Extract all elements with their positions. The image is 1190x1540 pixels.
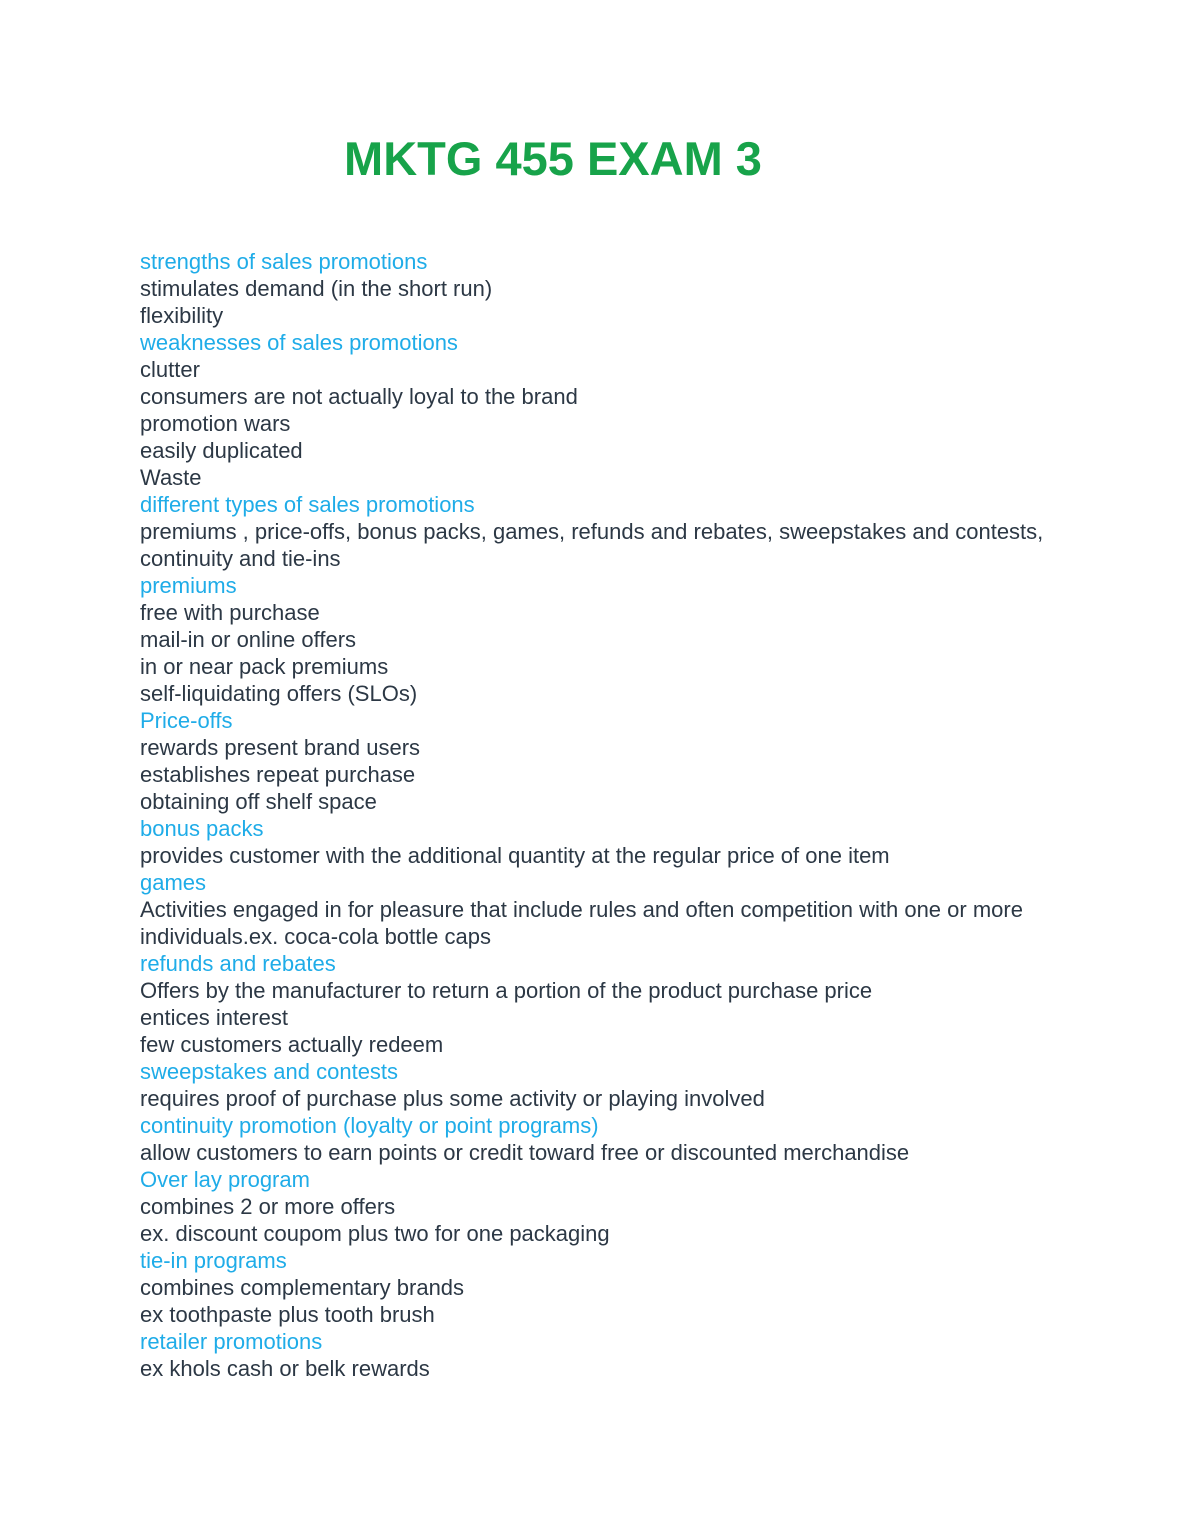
definition-text: ex khols cash or belk rewards [140, 1356, 430, 1381]
definition-text: establishes repeat purchase [140, 762, 416, 787]
definition-text: clutter [140, 357, 200, 382]
glossary-entry [140, 950, 1055, 1058]
definition-text: rewards present brand users [140, 735, 421, 760]
definition-text: few customers actually redeem [140, 1032, 444, 1057]
term-heading: Price-offs [140, 708, 233, 733]
term-heading: tie-in programs [140, 1248, 287, 1273]
definition-text: premiums , price-offs, bonus packs, games, refunds and rebates, sweepstakes and contests, continuity and tie-ins [140, 519, 1044, 571]
definition-text: obtaining off shelf space [140, 789, 377, 814]
glossary-entry [140, 1166, 1055, 1247]
definition-text: entices interest [140, 1005, 288, 1030]
definition-text: Waste [140, 465, 202, 490]
term-heading: different types of sales promotions [140, 492, 475, 517]
definition-text: provides customer with the additional quantity at the regular price of one item [140, 843, 890, 868]
definition-text: combines 2 or more offers [140, 1194, 396, 1219]
glossary-entry [140, 869, 1055, 950]
term-heading: sweepstakes and contests [140, 1059, 399, 1084]
glossary-entry [140, 815, 1055, 869]
definition-text: promotion wars [140, 411, 291, 436]
definition-text: stimulates demand (in the short run) [140, 276, 493, 301]
definition-text: consumers are not actually loyal to the brand [140, 384, 578, 409]
glossary-content [140, 248, 1055, 1382]
definition-text: combines complementary brands [140, 1275, 465, 1300]
glossary-entry [140, 707, 1055, 815]
definition-text: Activities engaged in for pleasure that include rules and often competition with one or more individuals.ex. coca-cola bottle caps [140, 897, 1023, 949]
term-heading: premiums [140, 573, 237, 598]
definition-text: in or near pack premiums [140, 654, 389, 679]
term-heading: bonus packs [140, 816, 264, 841]
definition-text: free with purchase [140, 600, 320, 625]
definition-text: mail-in or online offers [140, 627, 357, 652]
page-title: MKTG 455 EXAM 3 [344, 132, 762, 185]
term-heading: retailer promotions [140, 1329, 323, 1354]
glossary-entry [140, 491, 1055, 572]
definition-text: flexibility [140, 303, 224, 328]
glossary-entry [140, 329, 1055, 491]
definition-text: self-liquidating offers (SLOs) [140, 681, 418, 706]
glossary-entry [140, 1058, 1055, 1112]
definition-text: ex. discount coupom plus two for one packaging [140, 1221, 610, 1246]
glossary-entry [140, 1328, 1055, 1382]
term-heading: refunds and rebates [140, 951, 336, 976]
definition-text: allow customers to earn points or credit toward free or discounted merchandise [140, 1140, 910, 1165]
definition-text: easily duplicated [140, 438, 303, 463]
definition-text: requires proof of purchase plus some activity or playing involved [140, 1086, 765, 1111]
term-heading: Over lay program [140, 1167, 310, 1192]
term-heading: games [140, 870, 207, 895]
glossary-entry [140, 572, 1055, 707]
definition-text: ex toothpaste plus tooth brush [140, 1302, 435, 1327]
glossary-entry [140, 1112, 1055, 1166]
glossary-entry [140, 1247, 1055, 1328]
glossary-entry [140, 248, 1055, 329]
term-heading: strengths of sales promotions [140, 249, 428, 274]
term-heading: weaknesses of sales promotions [140, 330, 458, 355]
definition-text: Offers by the manufacturer to return a portion of the product purchase price [140, 978, 873, 1003]
term-heading: continuity promotion (loyalty or point programs) [140, 1113, 599, 1138]
